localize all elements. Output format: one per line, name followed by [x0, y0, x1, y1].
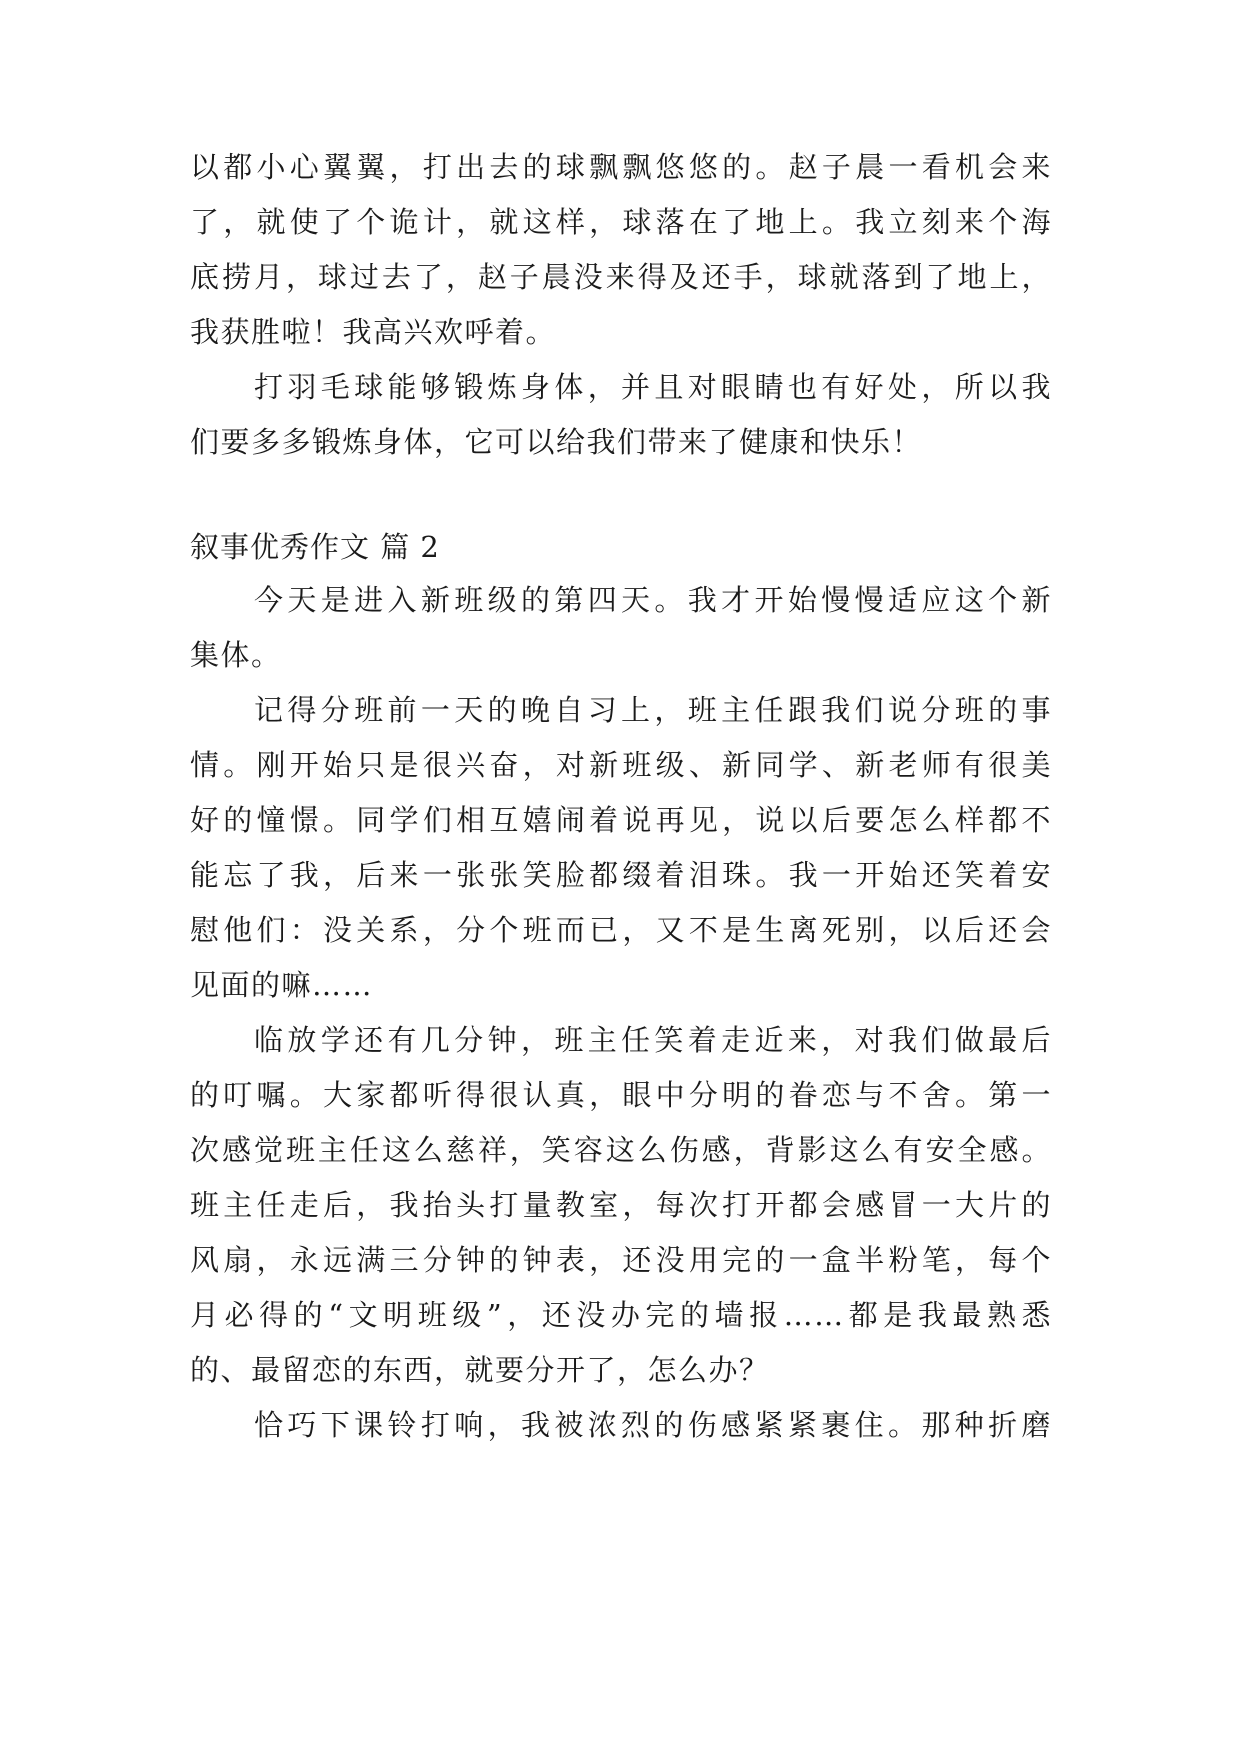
text-line: 底捞月，球过去了，赵子晨没来得及还手，球就落到了地上，: [190, 260, 1052, 294]
text-line: 次感觉班主任这么慈祥，笑容这么伤感，背影这么有安全感。: [190, 1133, 1052, 1167]
text-line: 见面的嘛……: [190, 968, 374, 1002]
text-line: 了，就使了个诡计，就这样，球落在了地上。我立刻来个海: [190, 205, 1052, 239]
text-line: 记得分班前一天的晚自习上，班主任跟我们说分班的事: [254, 693, 1052, 727]
text-line: 风扇，永远满三分钟的钟表，还没用完的一盒半粉笔，每个: [190, 1243, 1052, 1277]
text-line: 以都小心翼翼，打出去的球飘飘悠悠的。赵子晨一看机会来: [190, 150, 1052, 184]
text-line: 临放学还有几分钟，班主任笑着走近来，对我们做最后: [254, 1023, 1052, 1057]
text-line: 打羽毛球能够锻炼身体，并且对眼睛也有好处，所以我: [254, 370, 1052, 404]
text-line: 们要多多锻炼身体，它可以给我们带来了健康和快乐！: [190, 425, 923, 459]
text-line: 我获胜啦！我高兴欢呼着。: [190, 315, 557, 349]
text-line: 今天是进入新班级的第四天。我才开始慢慢适应这个新: [254, 583, 1052, 617]
section-heading: 叙事优秀作文 篇 2: [190, 530, 440, 564]
text-line: 好的憧憬。同学们相互嬉闹着说再见，说以后要怎么样都不: [190, 803, 1052, 837]
text-line: 情。刚开始只是很兴奋，对新班级、新同学、新老师有很美: [190, 748, 1052, 782]
text-line: 集体。: [190, 638, 282, 672]
text-line: 恰巧下课铃打响，我被浓烈的伤感紧紧裹住。那种折磨: [254, 1408, 1052, 1442]
text-line: 的、最留恋的东西，就要分开了，怎么办？: [190, 1353, 770, 1387]
text-line: 月必得的“文明班级”，还没办完的墙报……都是我最熟悉: [190, 1298, 1052, 1332]
text-line: 慰他们：没关系，分个班而已，又不是生离死别，以后还会: [190, 913, 1052, 947]
text-line: 班主任走后，我抬头打量教室，每次打开都会感冒一大片的: [190, 1188, 1052, 1222]
text-line: 能忘了我，后来一张张笑脸都缀着泪珠。我一开始还笑着安: [190, 858, 1052, 892]
text-line: 的叮嘱。大家都听得很认真，眼中分明的眷恋与不舍。第一: [190, 1078, 1052, 1112]
